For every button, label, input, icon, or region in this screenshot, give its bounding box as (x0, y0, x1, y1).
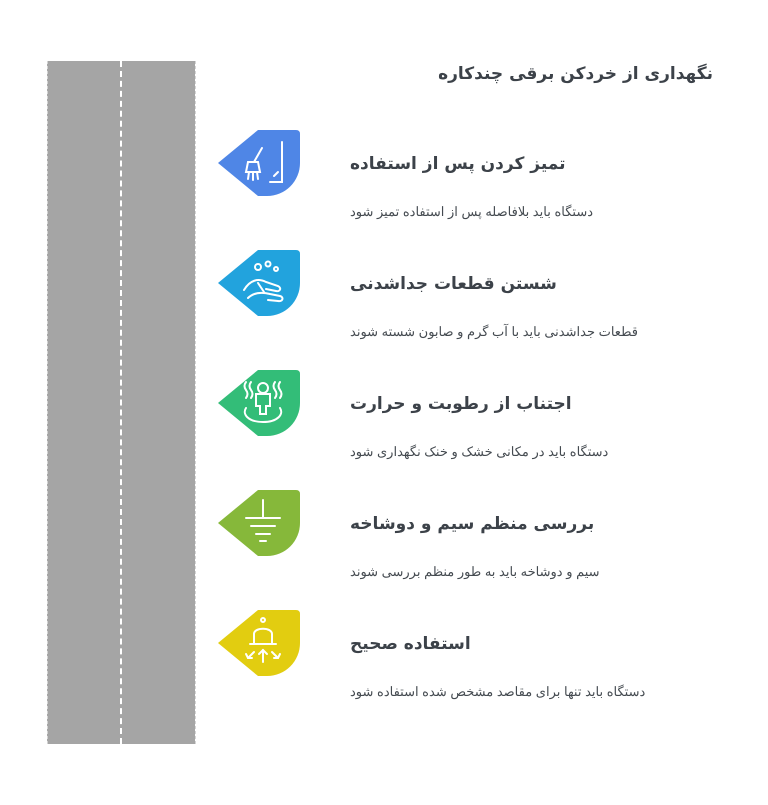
step-marker (218, 130, 300, 196)
step-title: بررسی منظم سیم و دوشاخه (350, 514, 595, 534)
page-title: نگهداری از خردکن برقی چندکاره (438, 64, 713, 84)
step-title: اجتناب از رطوبت و حرارت (350, 394, 572, 414)
step-marker (218, 490, 300, 556)
step-item (0, 610, 768, 720)
step-description: سیم و دوشاخه باید به طور منظم بررسی شوند (350, 564, 600, 579)
step-description: دستگاه باید تنها برای مقاصد مشخص شده استفاده شود (350, 684, 646, 699)
step-marker (218, 610, 300, 676)
step-description: قطعات جداشدنی باید با آب گرم و صابون شسته شوند (350, 324, 638, 339)
step-item (0, 130, 768, 240)
step-marker (218, 250, 300, 316)
step-item (0, 490, 768, 600)
step-item (0, 370, 768, 480)
step-marker (218, 370, 300, 436)
step-item (0, 250, 768, 360)
step-description: دستگاه باید در مکانی خشک و خنک نگهداری شود (350, 444, 609, 459)
step-title: تمیز کردن پس از استفاده (350, 154, 566, 174)
step-description: دستگاه باید بلافاصله پس از استفاده تمیز شود (350, 204, 593, 219)
step-title: شستن قطعات جداشدنی (350, 274, 557, 294)
step-title: استفاده صحیح (350, 634, 471, 654)
